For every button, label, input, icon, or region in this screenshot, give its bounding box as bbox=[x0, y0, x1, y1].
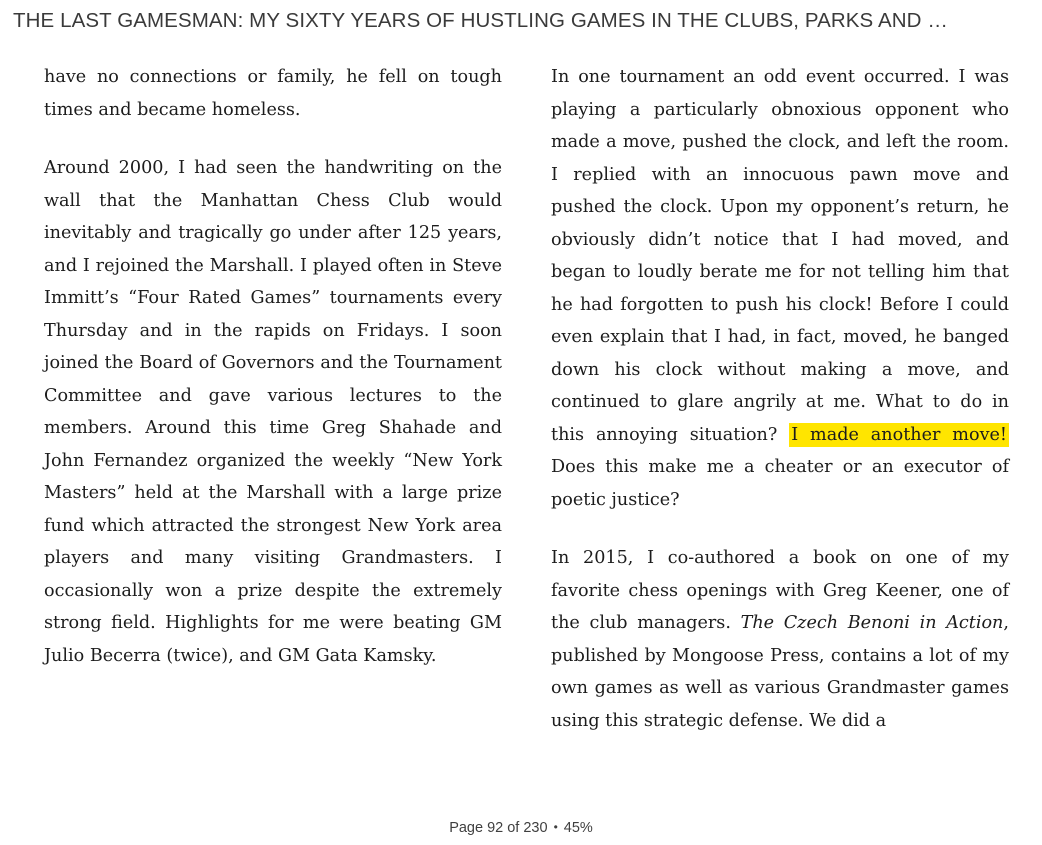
right-text-column bbox=[551, 61, 1009, 763]
paragraph: Around 2000, I had seen the handwriting on the wall that the Manhattan Chess Club would inevitably and tragically go under after 125 years, and I rejoined the Marshall. I played often in Steve Immitt’s “Four Rated Games” tournaments every Thursday and in the rapids on Fridays. I soon joined the Board of Governors and the Tournament Committee and gave various lectures to the members. Around this time Greg Shahade and John Fernandez organized the weekly “New York Masters” held at the Marshall with a large prize fund which attracted the strongest New York area players and many visiting Grandmasters. I occasionally won a prize despite the extremely strong field. Highlights for me were beating GM Julio Becerra (twice), and GM Gata Kamsky. bbox=[44, 158, 502, 666]
text-run: Does this make me a cheater or an executor of poetic justice? bbox=[551, 457, 1009, 510]
paragraph bbox=[551, 61, 1009, 516]
left-text-column bbox=[44, 61, 502, 698]
paragraph bbox=[551, 542, 1009, 737]
book-title: THE LAST GAMESMAN: MY SIXTY YEARS OF HUSTLING GAMES IN THE CLUBS, PARKS AND … bbox=[13, 9, 948, 32]
text-run: In 2015, I co-authored a book on one of my favorite chess openings with Greg Keener, one of the club managers. bbox=[551, 548, 1009, 633]
book-title-italic: The Czech Benoni in Action bbox=[740, 613, 1004, 633]
text-run: , published by Mongoose Press, contains a lot of my own games as well as various Grandmaster games using this strategic defense. We did a bbox=[551, 613, 1009, 731]
paragraph: have no connections or family, he fell on tough times and became homeless. bbox=[44, 67, 502, 120]
separator-dot: • bbox=[553, 820, 558, 834]
highlighted-text[interactable]: I made another move! bbox=[791, 424, 1007, 445]
text-run: In one tournament an odd event occurred. I was playing a particularly obnoxious opponent who made a move, pushed the clock, and left the room. I replied with an innocuous pawn move and pushed the clock. Upon my opponent’s return, he obviously didn’t notice that I had moved, and began to loudly berate me for not telling him that he had forgotten to push his clock! Before I could even explain that I had, in fact, moved, he banged down his clock without making a move, and continued to glare angrily at me. What to do in this annoying situation? bbox=[551, 67, 1009, 445]
reading-progress-percent: 45% bbox=[563, 820, 593, 836]
page-number: Page 92 of 230 bbox=[449, 820, 548, 836]
page-indicator bbox=[0, 820, 1042, 836]
